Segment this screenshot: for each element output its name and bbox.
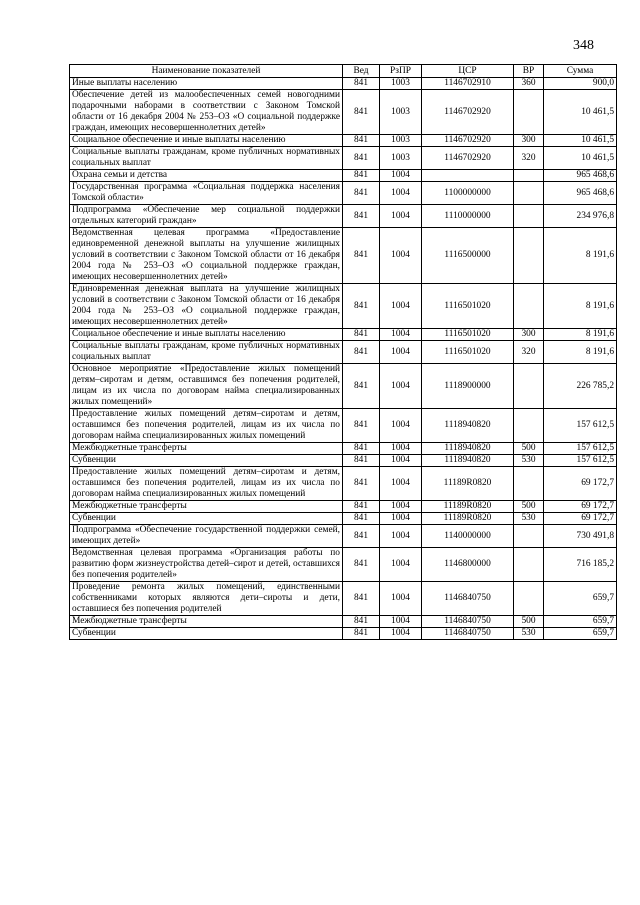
cell-rzpr: 1004 — [380, 513, 422, 525]
header-sum: Сумма — [544, 65, 617, 78]
cell-csr: 1100000000 — [422, 182, 514, 205]
cell-vr: 500 — [514, 501, 544, 513]
cell-sum: 157 612,5 — [544, 455, 617, 467]
cell-sum: 730 491,8 — [544, 525, 617, 548]
cell-sum: 965 468,6 — [544, 170, 617, 182]
cell-name: Социальное обеспечение и иные выплаты населению — [70, 135, 343, 147]
cell-csr: 1116501020 — [422, 284, 514, 329]
page-number: 348 — [573, 38, 594, 53]
cell-ved: 841 — [343, 513, 380, 525]
cell-vr: 300 — [514, 329, 544, 341]
cell-csr: 1146800000 — [422, 548, 514, 582]
table-row — [70, 170, 617, 182]
cell-vr — [514, 228, 544, 284]
table-row — [70, 284, 617, 329]
cell-ved: 841 — [343, 147, 380, 170]
cell-sum: 8 191,6 — [544, 329, 617, 341]
cell-sum: 659,7 — [544, 616, 617, 628]
cell-vr — [514, 582, 544, 616]
table-row — [70, 78, 617, 90]
cell-name: Иные выплаты населению — [70, 78, 343, 90]
cell-ved: 841 — [343, 170, 380, 182]
cell-name: Ведомственная целевая программа «Организация работы по развитию форм жизнеустройства детей–сирот и детей, оставшихся без попечения родителей» — [70, 548, 343, 582]
cell-csr: 1116501020 — [422, 329, 514, 341]
cell-vr — [514, 409, 544, 443]
cell-ved: 841 — [343, 228, 380, 284]
cell-sum: 226 785,2 — [544, 364, 617, 409]
table-row — [70, 501, 617, 513]
cell-rzpr: 1004 — [380, 364, 422, 409]
cell-name: Охрана семьи и детства — [70, 170, 343, 182]
cell-name: Проведение ремонта жилых помещений, единственными собственниками которых являются дети–сироты и дети, оставшиеся без попечения родителей — [70, 582, 343, 616]
table-row — [70, 364, 617, 409]
cell-vr: 530 — [514, 628, 544, 640]
cell-csr: 1140000000 — [422, 525, 514, 548]
cell-rzpr: 1004 — [380, 455, 422, 467]
cell-vr: 320 — [514, 341, 544, 364]
cell-ved: 841 — [343, 182, 380, 205]
cell-vr — [514, 548, 544, 582]
cell-csr — [422, 170, 514, 182]
cell-name: Социальные выплаты гражданам, кроме публичных нормативных социальных выплат — [70, 341, 343, 364]
cell-ved: 841 — [343, 409, 380, 443]
cell-sum: 8 191,6 — [544, 284, 617, 329]
cell-name: Основное мероприятие «Предоставление жилых помещений детям–сиротам и детям, оставшимся без попечения родителей, лицам из их числа по договорам найма специализированных жилых помещений» — [70, 364, 343, 409]
cell-rzpr: 1004 — [380, 501, 422, 513]
cell-rzpr: 1004 — [380, 525, 422, 548]
table-row — [70, 628, 617, 640]
table-row — [70, 409, 617, 443]
cell-sum: 965 468,6 — [544, 182, 617, 205]
cell-ved: 841 — [343, 364, 380, 409]
table-row — [70, 513, 617, 525]
cell-ved: 841 — [343, 467, 380, 501]
table-row — [70, 329, 617, 341]
cell-sum: 659,7 — [544, 628, 617, 640]
table-header-row — [70, 65, 617, 78]
cell-rzpr: 1004 — [380, 616, 422, 628]
cell-ved: 841 — [343, 525, 380, 548]
cell-rzpr: 1004 — [380, 228, 422, 284]
cell-name: Подпрограмма «Обеспечение мер социальной поддержки отдельных категорий граждан» — [70, 205, 343, 228]
cell-ved: 841 — [343, 455, 380, 467]
cell-rzpr: 1004 — [380, 284, 422, 329]
cell-sum: 900,0 — [544, 78, 617, 90]
cell-csr: 1146702910 — [422, 78, 514, 90]
cell-sum: 157 612,5 — [544, 443, 617, 455]
cell-rzpr: 1003 — [380, 78, 422, 90]
cell-sum: 659,7 — [544, 582, 617, 616]
cell-csr: 1118900000 — [422, 364, 514, 409]
cell-vr — [514, 182, 544, 205]
table-row — [70, 147, 617, 170]
cell-ved: 841 — [343, 341, 380, 364]
cell-sum: 8 191,6 — [544, 341, 617, 364]
budget-table — [69, 64, 617, 640]
header-name: Наименование показателей — [70, 65, 343, 78]
cell-rzpr: 1004 — [380, 548, 422, 582]
cell-vr: 500 — [514, 616, 544, 628]
cell-vr: 320 — [514, 147, 544, 170]
header-rzpr: РзПР — [380, 65, 422, 78]
cell-csr: 1118940820 — [422, 409, 514, 443]
cell-vr — [514, 90, 544, 135]
cell-vr — [514, 205, 544, 228]
cell-vr — [514, 467, 544, 501]
cell-sum: 234 976,8 — [544, 205, 617, 228]
cell-csr: 1118940820 — [422, 455, 514, 467]
cell-name: Ведомственная целевая программа «Предоставление единовременной денежной выплаты на улучшение жилищных условий в соответствии с Законом Томской области от 16 декабря 2004 года № 253–ОЗ «О социальной поддержке граждан, имеющих несовершеннолетних детей» — [70, 228, 343, 284]
cell-vr — [514, 525, 544, 548]
cell-ved: 841 — [343, 548, 380, 582]
cell-csr: 1146840750 — [422, 628, 514, 640]
cell-name: Социальное обеспечение и иные выплаты населению — [70, 329, 343, 341]
cell-rzpr: 1004 — [380, 329, 422, 341]
cell-rzpr: 1003 — [380, 90, 422, 135]
table-row — [70, 548, 617, 582]
cell-sum: 10 461,5 — [544, 147, 617, 170]
cell-vr: 360 — [514, 78, 544, 90]
cell-ved: 841 — [343, 90, 380, 135]
table-row — [70, 90, 617, 135]
cell-name: Субвенции — [70, 628, 343, 640]
cell-name: Предоставление жилых помещений детям–сиротам и детям, оставшимся без попечения родителей, лицам из их числа по договорам найма специализированных жилых помещений — [70, 467, 343, 501]
cell-sum: 716 185,2 — [544, 548, 617, 582]
cell-name: Обеспечение детей из малообеспеченных семей новогодними подарочными наборами в соответствии с Законом Томской области от 16 декабря 2004 № 253–ОЗ «О социальной поддержке граждан, имеющих несовершеннолетних детей» — [70, 90, 343, 135]
cell-sum: 10 461,5 — [544, 135, 617, 147]
cell-ved: 841 — [343, 443, 380, 455]
cell-name: Субвенции — [70, 513, 343, 525]
header-csr: ЦСР — [422, 65, 514, 78]
cell-vr — [514, 284, 544, 329]
cell-name: Социальные выплаты гражданам, кроме публичных нормативных социальных выплат — [70, 147, 343, 170]
cell-csr: 1146702920 — [422, 135, 514, 147]
table-row — [70, 616, 617, 628]
cell-ved: 841 — [343, 329, 380, 341]
cell-vr: 300 — [514, 135, 544, 147]
cell-rzpr: 1004 — [380, 467, 422, 501]
table-row — [70, 228, 617, 284]
cell-csr: 1118940820 — [422, 443, 514, 455]
cell-name: Предоставление жилых помещений детям–сиротам и детям, оставшимся без попечения родителей, лицам из их числа по договорам найма специализированных жилых помещений — [70, 409, 343, 443]
cell-rzpr: 1003 — [380, 147, 422, 170]
cell-sum: 69 172,7 — [544, 513, 617, 525]
cell-rzpr: 1004 — [380, 443, 422, 455]
cell-ved: 841 — [343, 78, 380, 90]
table-row — [70, 135, 617, 147]
cell-rzpr: 1004 — [380, 582, 422, 616]
cell-csr: 1146840750 — [422, 582, 514, 616]
table-row — [70, 455, 617, 467]
table-row — [70, 182, 617, 205]
cell-name: Единовременная денежная выплата на улучшение жилищных условий в соответствии с Законом Томской области от 16 декабря 2004 года № 253–ОЗ «О социальной поддержке граждан, имеющих несовершеннолетних детей» — [70, 284, 343, 329]
table-row — [70, 443, 617, 455]
cell-csr: 1116501020 — [422, 341, 514, 364]
cell-csr: 1146840750 — [422, 616, 514, 628]
cell-vr: 500 — [514, 443, 544, 455]
cell-vr: 530 — [514, 513, 544, 525]
table-row — [70, 525, 617, 548]
cell-ved: 841 — [343, 135, 380, 147]
cell-name: Государственная программа «Социальная поддержка населения Томской области» — [70, 182, 343, 205]
cell-sum: 69 172,7 — [544, 467, 617, 501]
cell-sum: 69 172,7 — [544, 501, 617, 513]
cell-csr: 1146702920 — [422, 147, 514, 170]
cell-ved: 841 — [343, 616, 380, 628]
cell-ved: 841 — [343, 501, 380, 513]
cell-csr: 11189R0820 — [422, 467, 514, 501]
header-ved: Вед — [343, 65, 380, 78]
cell-name: Субвенции — [70, 455, 343, 467]
cell-ved: 841 — [343, 205, 380, 228]
cell-csr: 11189R0820 — [422, 513, 514, 525]
cell-vr — [514, 364, 544, 409]
cell-rzpr: 1004 — [380, 341, 422, 364]
cell-ved: 841 — [343, 582, 380, 616]
cell-csr: 11189R0820 — [422, 501, 514, 513]
cell-name: Межбюджетные трансферты — [70, 501, 343, 513]
cell-rzpr: 1004 — [380, 170, 422, 182]
header-vr: ВР — [514, 65, 544, 78]
cell-rzpr: 1003 — [380, 135, 422, 147]
cell-name: Подпрограмма «Обеспечение государственной поддержки семей, имеющих детей» — [70, 525, 343, 548]
cell-ved: 841 — [343, 628, 380, 640]
cell-name: Межбюджетные трансферты — [70, 443, 343, 455]
cell-vr: 530 — [514, 455, 544, 467]
cell-rzpr: 1004 — [380, 182, 422, 205]
cell-name: Межбюджетные трансферты — [70, 616, 343, 628]
cell-rzpr: 1004 — [380, 409, 422, 443]
cell-rzpr: 1004 — [380, 628, 422, 640]
cell-csr: 1110000000 — [422, 205, 514, 228]
cell-sum: 8 191,6 — [544, 228, 617, 284]
table-row — [70, 467, 617, 501]
cell-csr: 1146702920 — [422, 90, 514, 135]
table-row — [70, 341, 617, 364]
cell-sum: 157 612,5 — [544, 409, 617, 443]
cell-vr — [514, 170, 544, 182]
cell-csr: 1116500000 — [422, 228, 514, 284]
cell-sum: 10 461,5 — [544, 90, 617, 135]
table-row — [70, 205, 617, 228]
cell-ved: 841 — [343, 284, 380, 329]
table-row — [70, 582, 617, 616]
cell-rzpr: 1004 — [380, 205, 422, 228]
